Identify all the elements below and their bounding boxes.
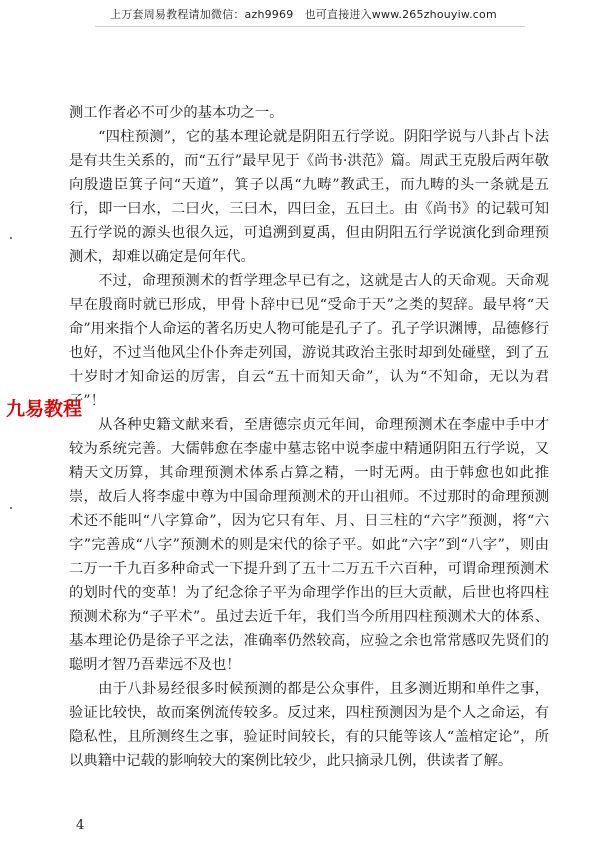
page-number: 4 [76,818,85,833]
paragraph-sizhu: “四柱预测”，它的基本理论就是阴阳五行学说。阴阳学说与八卦占卜法是有共生关系的，而“五行”最早见于《尚书·洪范》篇。周武王克殷后两年敬向殷遗臣箕子问“天道”，箕子以禹“九畴”教武王，而九畴的头一条就是五行，即一曰水，二曰火，三曰木，四曰金，五曰土。由《尚书》的记载可知五行学说的源头也很久远，可追溯到夏禹，但由阴阳五行学说演化到命理预测术，却难以确定是何年代。 [69,129,549,265]
watermark-logo: 九易教程 [6,398,83,420]
body-text [69,101,549,773]
margin-mark [10,507,12,509]
paragraph-intro: 测工作者必不可少的基本功之一。 [69,105,284,121]
header-divider [95,26,525,27]
margin-mark [10,237,12,239]
paragraph-lixuzhong: 从各种史籍文献来看，至唐德宗贞元年间，命理预测术在李虚中手中才较为系统完善。大儒韩愈在李虚中墓志铭中说李虚中精通阴阳五行学说，又精天文历算，其命理预测术体系占算之精，一时无两。由于韩愈也如此推崇，故后人将李虚中尊为中国命理预测术的开山祖师。不过那时的命理预测术还不能叫“八字算命”，因为它只有年、月、日三柱的“六字”预测，将“六字”完善成“八字”预测术的则是宋代的徐子平。如此“六字”到“八字”，则由二万一千九百多种命式一下提升到了五十二万五千六百种，可谓命理预测术的划时代的变革！为了纪念徐子平为命理学作出的巨大贡献，后世也将四柱预测术称为“子平术”。虽过去近千年，我们当今所用四柱预测术大的体系、基本理论仍是徐子平之法，准确率仍然较高，应验之余也常常感叹先贤们的聪明才智乃吾辈远不及也！ [69,417,549,673]
header-banner: 上万套周易教程请加微信：azh9969 也可直接进入www.265zhouyiw.com [110,8,497,21]
paragraph-tianming: 不过，命理预测术的哲学理念早已有之，这就是古人的天命观。天命观早在殷商时就已形成，甲骨卜辞中已见“受命于天”之类的契辞。最早将“天命”用来指个人命运的著名历史人物可能是孔子了。孔子学识渊博，品德修行也好，不过当他风尘仆仆奔走列国，游说其政治主张时却到处碰壁，到了五十岁时才知命运的厉害，自云“五十而知天命”，认为“不知命，无以为君子”！ [69,273,549,409]
paragraph-cases: 由于八卦易经很多时候预测的都是公众事件，且多测近期和单件之事，验证比较快，故而案例流传较多。反过来，四柱预测因为是个人之命运，有隐私性，且所测终生之事，验证时间较长，有的只能等该人“盖棺定论”，所以典籍中记载的影响较大的案例比较少，此只摘录几例，供读者了解。 [69,681,549,769]
